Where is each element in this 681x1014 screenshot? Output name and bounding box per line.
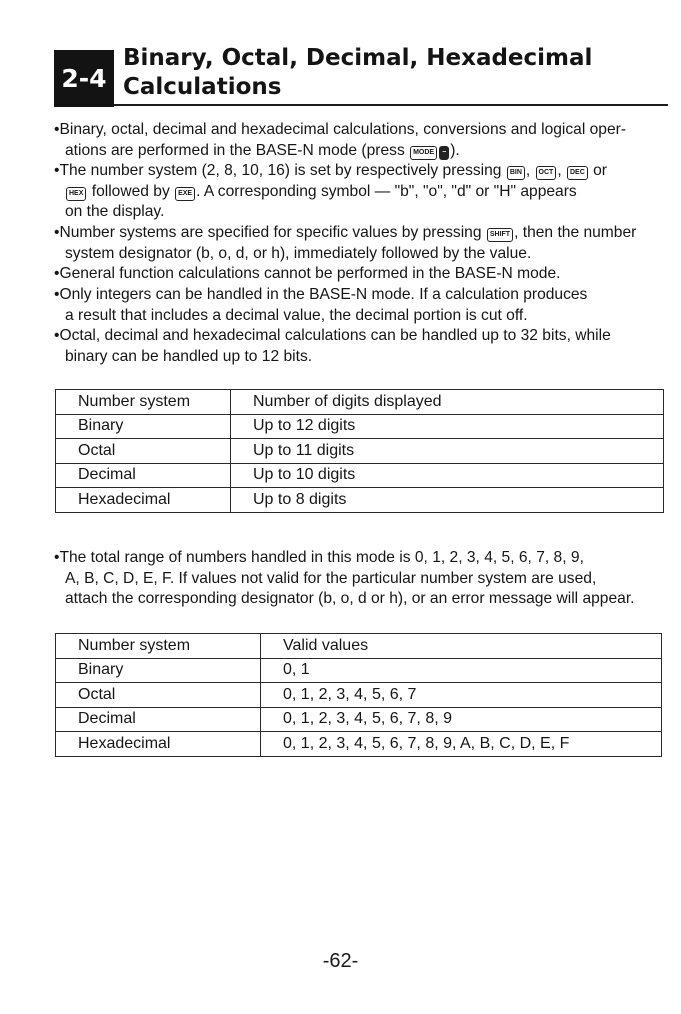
bullet-1-line-1: •Binary, octal, decimal and hexadecimal calculations, conversions and logical oper- bbox=[54, 121, 627, 138]
table-cell: Octal bbox=[56, 683, 261, 708]
bullet-number-range bbox=[54, 548, 668, 610]
table-cell: Binary bbox=[56, 414, 231, 439]
table-cell: Up to 12 digits bbox=[231, 414, 664, 439]
table-cell: Hexadecimal bbox=[56, 488, 231, 513]
table-cell: 0, 1, 2, 3, 4, 5, 6, 7 bbox=[261, 683, 662, 708]
section-header bbox=[54, 44, 668, 106]
table-cell: 0, 1, 2, 3, 4, 5, 6, 7, 8, 9, A, B, C, D, E, F bbox=[261, 732, 662, 757]
table-header-row bbox=[56, 634, 662, 659]
bullet-integers-only bbox=[54, 285, 668, 326]
table-row bbox=[56, 414, 664, 439]
dec-key: DEC bbox=[567, 166, 588, 180]
section-title bbox=[123, 44, 592, 101]
bullet-6-line-1: •Octal, decimal and hexadecimal calculations can be handled up to 32 bits, while bbox=[54, 327, 611, 344]
section-title-line-1: Binary, Octal, Decimal, Hexadecimal bbox=[123, 45, 593, 71]
range-line-3: attach the corresponding designator (b, o, d or h), or an error message will appear. bbox=[65, 590, 635, 608]
table-row bbox=[56, 488, 664, 513]
table-cell: Binary bbox=[56, 658, 261, 683]
bullet-2-line-1: •The number system (2, 8, 10, 16) is set by respectively pressing BIN , OCT , DEC or bbox=[54, 162, 607, 179]
digits-displayed-table bbox=[55, 389, 664, 513]
bullet-5-line-2: a result that includes a decimal value, the decimal portion is cut off. bbox=[65, 306, 528, 324]
minus-key: − bbox=[439, 146, 449, 160]
table-header-cell: Number of digits displayed bbox=[231, 390, 664, 415]
bullet-2-line-3: on the display. bbox=[65, 203, 165, 221]
table-cell: Up to 10 digits bbox=[231, 463, 664, 488]
bullet-designators bbox=[54, 223, 668, 264]
bullet-4-line-1: •General function calculations cannot be performed in the BASE-N mode. bbox=[54, 265, 561, 282]
shift-key: SHIFT bbox=[487, 228, 513, 242]
hex-key: HEX bbox=[66, 187, 86, 201]
table-cell: 0, 1, 2, 3, 4, 5, 6, 7, 8, 9 bbox=[261, 707, 662, 732]
table-row bbox=[56, 463, 664, 488]
bullet-6-line-2: binary can be handled up to 12 bits. bbox=[65, 347, 313, 365]
table-header-cell: Number system bbox=[56, 634, 261, 659]
table-row bbox=[56, 683, 662, 708]
table-header-cell: Valid values bbox=[261, 634, 662, 659]
bin-key: BIN bbox=[507, 166, 525, 180]
bullet-bit-limits bbox=[54, 326, 668, 367]
bullet-3-line-1: •Number systems are specified for specific values by pressing SHIFT , then the number bbox=[54, 224, 637, 241]
section-title-line-2: Calculations bbox=[123, 73, 282, 100]
range-line-1: •The total range of numbers handled in this mode is 0, 1, 2, 3, 4, 5, 6, 7, 8, 9, bbox=[54, 549, 584, 566]
valid-values-table bbox=[55, 633, 662, 757]
bullet-1-line-2: ations are performed in the BASE-N mode (press MODE − ). bbox=[65, 141, 460, 159]
table-cell: Up to 11 digits bbox=[231, 439, 664, 464]
range-line-2: A, B, C, D, E, F. If values not valid for the particular number system are used, bbox=[65, 569, 597, 587]
bullet-base-n-overview bbox=[54, 120, 668, 161]
table-cell: 0, 1 bbox=[261, 658, 662, 683]
bullet-number-system bbox=[54, 161, 668, 223]
page-number: -62- bbox=[322, 950, 359, 972]
bullet-5-line-1: •Only integers can be handled in the BASE-N mode. If a calculation produces bbox=[54, 286, 588, 303]
table-cell: Octal bbox=[56, 439, 231, 464]
table-cell: Up to 8 digits bbox=[231, 488, 664, 513]
table-row bbox=[56, 732, 662, 757]
oct-key: OCT bbox=[536, 166, 557, 180]
table-cell: Decimal bbox=[56, 463, 231, 488]
header-rule bbox=[114, 104, 668, 106]
table-cell: Decimal bbox=[56, 707, 261, 732]
section-number-badge: 2-4 bbox=[54, 50, 114, 107]
exe-key: EXE bbox=[175, 187, 195, 201]
table-header-row bbox=[56, 390, 664, 415]
table-cell: Hexadecimal bbox=[56, 732, 261, 757]
table-row bbox=[56, 658, 662, 683]
mode-key: MODE bbox=[410, 146, 437, 160]
table-row bbox=[56, 439, 664, 464]
bullet-3-line-2: system designator (b, o, d, or h), immediately followed by the value. bbox=[65, 244, 532, 262]
table-header-cell: Number system bbox=[56, 390, 231, 415]
table-row bbox=[56, 707, 662, 732]
bullet-2-line-2: HEX followed by EXE . A corresponding symbol — "b", "o", "d" or "H" appears bbox=[54, 182, 668, 203]
bullet-general-functions bbox=[54, 264, 668, 285]
